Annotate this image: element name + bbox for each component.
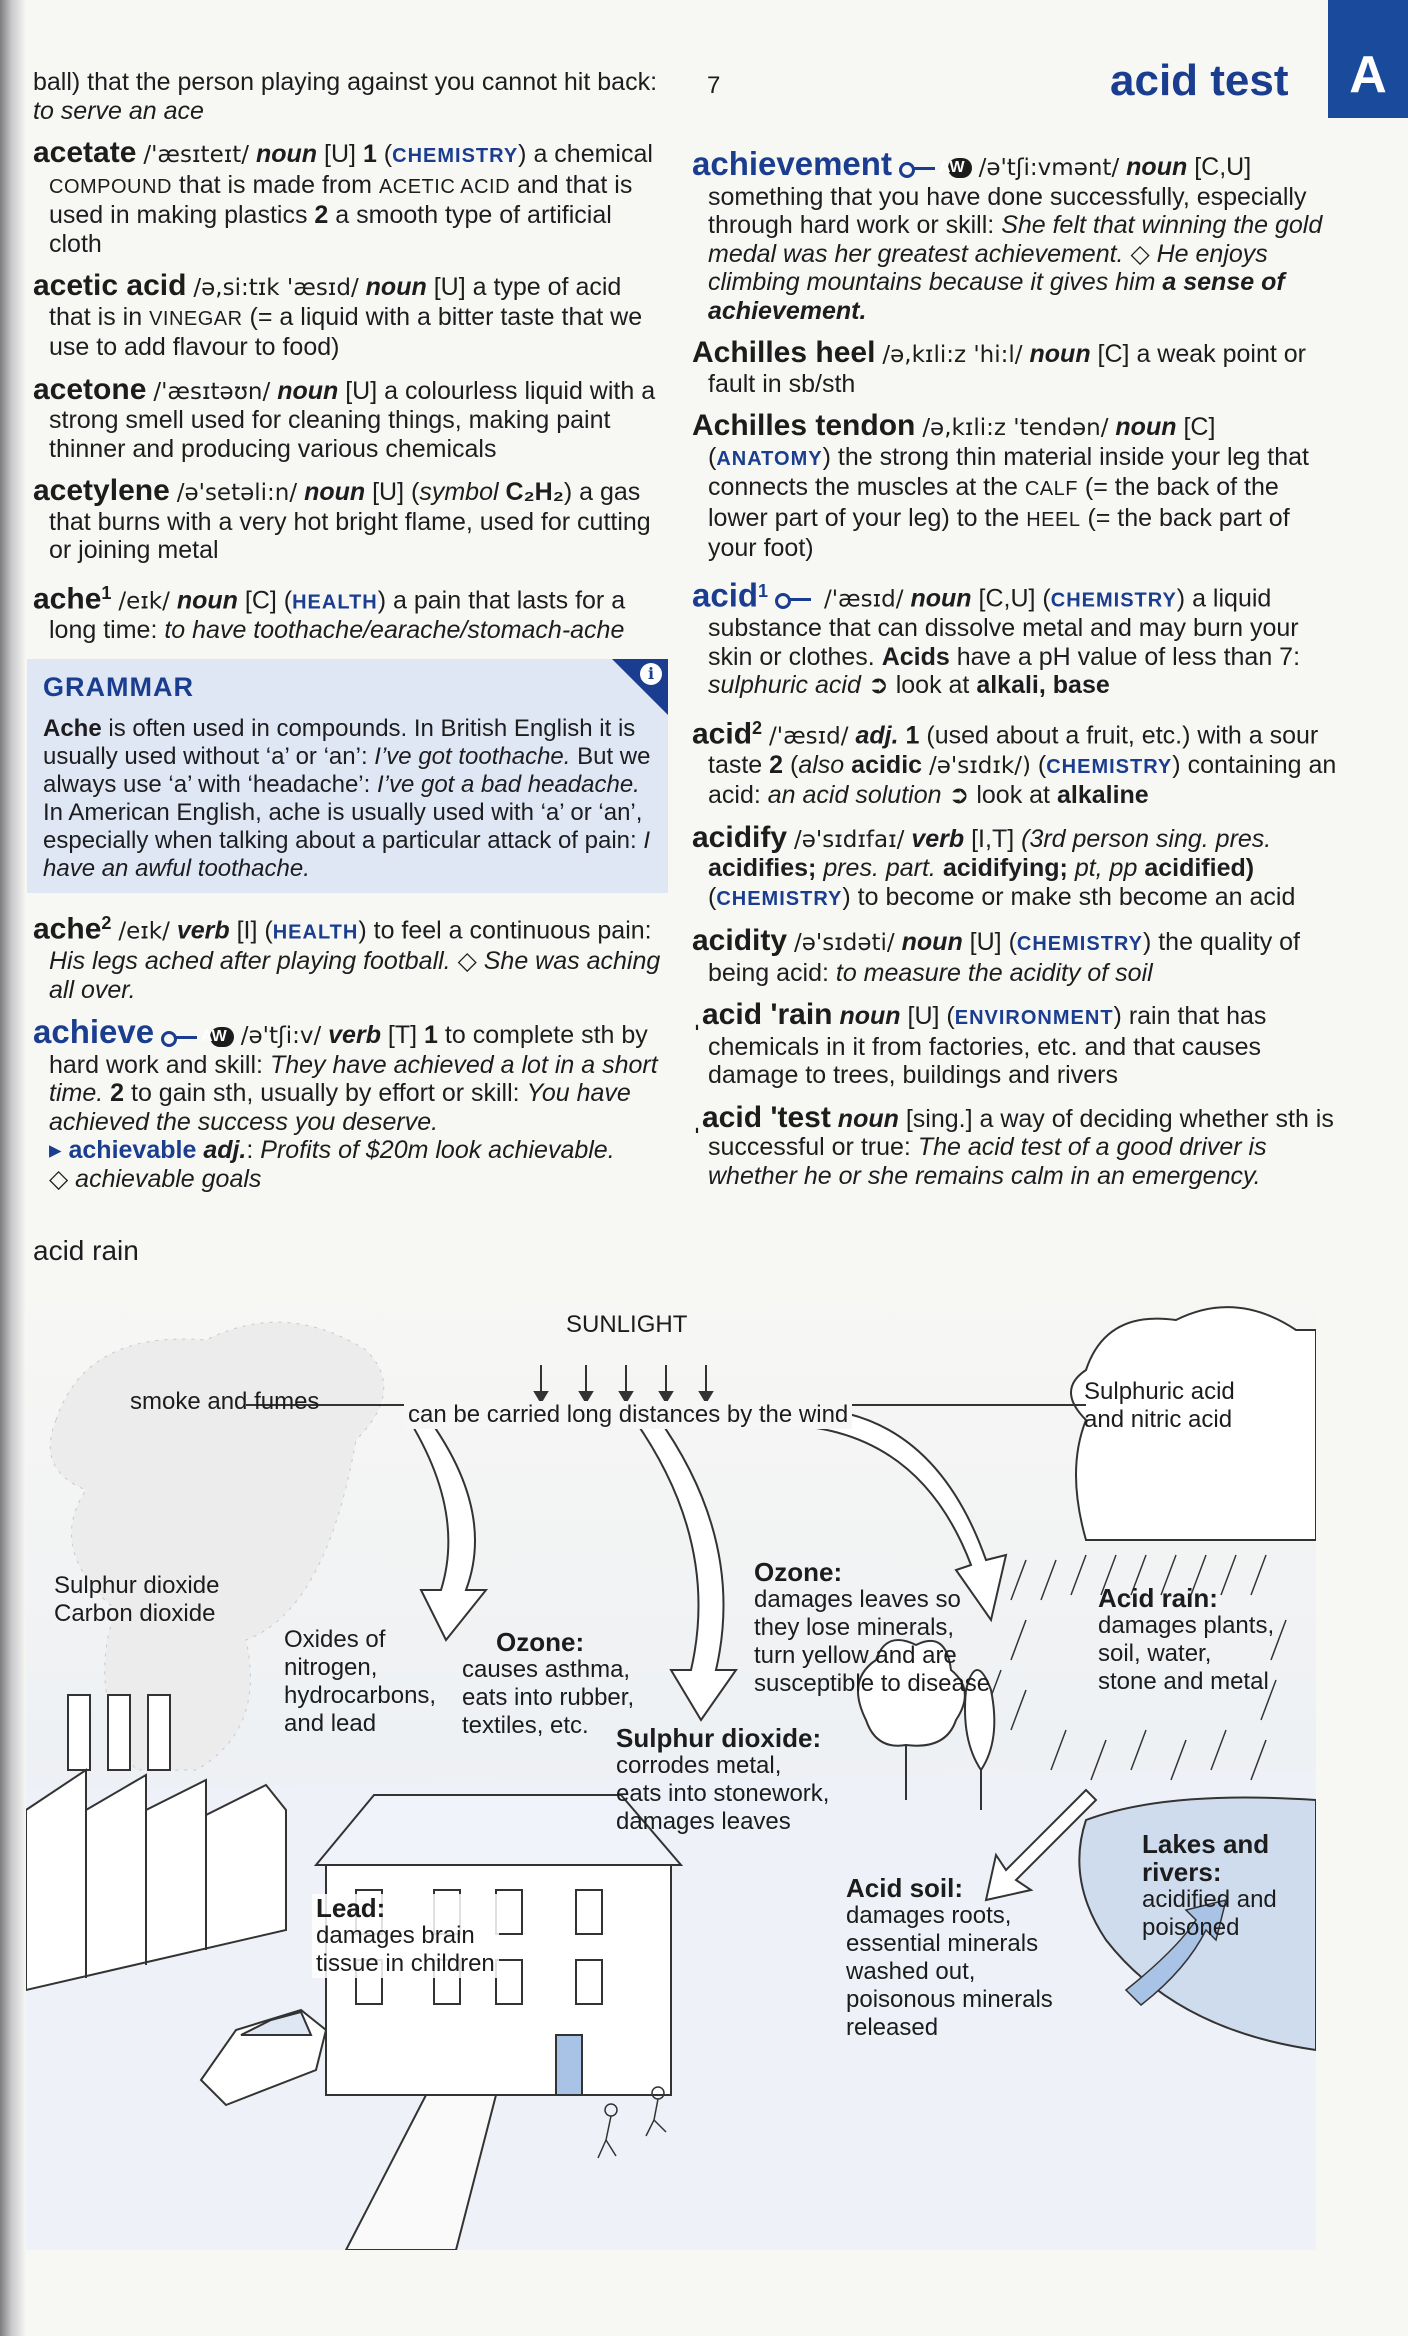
page-number: 7: [707, 72, 721, 99]
label-sulphur-dioxide: Sulphur dioxide: corrodes metal, eats into stonework, damages leaves: [616, 1723, 830, 1835]
headword: ache: [33, 581, 102, 615]
headword: acetate: [33, 136, 137, 169]
entry-achievement: achievement AW /ə'tʃi:vmənt/ noun [C,U] something that you have done successfully, especially through hard work or skill: She felt that winning the gold medal was her greatest achievement. ◇ He enjoys climbing mountains because it gives him a sense of achievement.: [692, 145, 1323, 325]
academic-word-badge: AW: [210, 1027, 234, 1047]
entry-acetylene: acetylene /ə'setəli:n/ noun [U] (symbol C₂H₂) a gas that burns with a very hot bright flame, used for cutting or joining metal: [33, 474, 651, 564]
headword: Achilles tendon: [692, 409, 916, 442]
info-icon: i: [640, 663, 662, 685]
entry-acid-test: ˌacid 'test noun [sing.] a way of deciding whether sth is successful or true: The acid test of a good driver is whether he or she remains calm in an emergency.: [692, 1100, 1334, 1190]
right-column: [692, 145, 1337, 1204]
label-sulphuric-nitric-acid: Sulphuric acid and nitric acid: [1084, 1378, 1235, 1433]
label-carried-by-wind: can be carried long distances by the wind: [404, 1401, 852, 1429]
headword: acetic acid: [33, 269, 187, 302]
headword: ache: [33, 912, 102, 946]
page-gutter-shadow: [0, 0, 26, 2336]
label-lead: Lead: damages brain tissue in children: [312, 1894, 499, 1978]
entry-acid-adjective: acid$^2$ /'æsɪd/ adj. 1 (used about a fruit, etc.) with a sour taste 2 (also acidic /ə'sɪdɪk/) (CHEMISTRY) containing an acid: an acid solution ➲ look at alkaline: [692, 717, 1337, 810]
headword: acidity: [692, 924, 788, 958]
headword: acidify: [692, 820, 788, 854]
entry-achieve: achieve AW /ə'tʃi:v/ verb [T] 1 to complete sth by hard work and skill: They have achieved a lot in a short time. 2 to gain sth, usually by effort or skill: You have achieved the success you deserve. ▸ achievable adj.: Profits of $20m look achievable. ◇ achievable goals: [33, 1013, 658, 1193]
entry-acid-rain: ˌacid 'rain noun [U] (ENVIRONMENT) rain that has chemicals in it from factories, etc. and that causes damage to trees, buildings and rivers: [692, 998, 1267, 1090]
label-lakes-rivers: Lakes and rivers: acidified and poisoned: [1142, 1829, 1277, 1941]
entry-acid-noun: acid$^1$ /'æsɪd/ noun [C,U] (CHEMISTRY) a liquid substance that can dissolve metal and may burn your skin or clothes. Acids have a pH value of less than 7: sulphuric acid ➲ look at alkali, base: [692, 575, 1301, 700]
entry-ache-verb: ache$^2$ /eɪk/ verb [I] (HEALTH) to feel a continuous pain: His legs ached after playing football. ◇ She was aching all over.: [33, 912, 661, 1004]
running-head: acid test: [1110, 56, 1289, 105]
key-word-icon: [161, 1027, 203, 1047]
label-smoke-fumes: smoke and fumes: [130, 1388, 320, 1415]
thumb-index-tab: A: [1328, 0, 1408, 118]
entry-achilles-tendon: Achilles tendon /ə,kɪli:z 'tendən/ noun [C] (ANATOMY) the strong thin material inside your leg that connects the muscles at the CALF (= the back of the lower part of your leg) to the HEEL (= the back part of your foot): [692, 409, 1309, 562]
acid-rain-diagram: [26, 1290, 1316, 2250]
entry-achilles-heel: Achilles heel /ə,kɪli:z 'hi:l/ noun [C] a weak point or fault in sb/sth: [692, 336, 1306, 398]
grammar-note-box: [27, 659, 668, 894]
key-word-icon: [899, 158, 941, 178]
label-oxides: Oxides of nitrogen, hydrocarbons, and lead: [284, 1626, 437, 1737]
label-acid-rain: Acid rain: damages plants, soil, water, stone and metal: [1098, 1583, 1275, 1695]
headword: ˌacid 'rain: [692, 998, 833, 1032]
headword: achievement: [692, 145, 892, 182]
label-acid-soil: Acid soil: damages roots, essential minerals washed out, poisonous minerals released: [846, 1873, 1053, 2041]
headword: acetone: [33, 372, 147, 406]
academic-word-badge: AW: [948, 158, 972, 178]
label-sunlight: SUNLIGHT: [566, 1311, 688, 1338]
grammar-body: Ache is often used in compounds. In British English it is usually used without ‘a’ or ‘an’: I’ve got toothache. But we always use ‘a’ with ‘headache’: I’ve got a bad headache. In American English, ache is usually used with ‘a’ or ‘an’, especially when talking about a particular attack of pain: I have an awful toothache.: [43, 715, 651, 883]
entry-continuation: ball) that the person playing against you cannot hit back: to serve an ace: [33, 68, 658, 125]
entry-acidify: acidify /ə'sɪdɪfaɪ/ verb [I,T] (3rd person sing. pres. acidifies; pres. part. acidifying; pt, pp acidified) (CHEMISTRY) to become or make sth become an acid: [692, 820, 1296, 911]
entry-acetate: acetate /'æsɪteɪt/ noun [U] 1 (CHEMISTRY) a chemical COMPOUND that is made from ACETIC ACID and that is used in making plastics 2 a smooth type of artificial cloth: [33, 136, 653, 258]
headword: achieve: [33, 1013, 155, 1051]
label-ozone-health: Ozone: causes asthma, eats into rubber, textiles, etc.: [462, 1627, 635, 1739]
entry-acetone: acetone /'æsɪtəʊn/ noun [U] a colourless liquid with a strong smell used for cleaning things, making paint thinner and producing various chemicals: [33, 372, 656, 463]
label-ozone-plants: Ozone: damages leaves so they lose minerals, turn yellow and are susceptible to disease: [754, 1557, 991, 1697]
key-word-icon: [775, 589, 817, 609]
label-sulphur-carbon-dioxide: Sulphur dioxide Carbon dioxide: [54, 1572, 220, 1627]
headword: Achilles heel: [692, 336, 876, 369]
headword: acid: [692, 717, 753, 751]
grammar-title: GRAMMAR: [43, 671, 194, 702]
headword: acetylene: [33, 474, 170, 507]
headword: ˌacid 'test: [692, 1100, 831, 1134]
left-column: [33, 68, 668, 1207]
entry-acidity: acidity /ə'sɪdəti/ noun [U] (CHEMISTRY) the quality of being acid: to measure the acidity of soil: [692, 924, 1300, 987]
headword: acid: [692, 575, 759, 613]
entry-ache-noun: ache$^1$ /eɪk/ noun [C] (HEALTH) a pain that lasts for a long time: to have toothache/earache/stomach-ache: [33, 581, 626, 645]
entry-acetic-acid: acetic acid /ə,si:tɪk 'æsɪd/ noun [U] a type of acid that is in VINEGAR (= a liquid with a bitter taste that we use to add flavour to food): [33, 269, 643, 361]
figure-title: acid rain: [33, 1235, 139, 1266]
